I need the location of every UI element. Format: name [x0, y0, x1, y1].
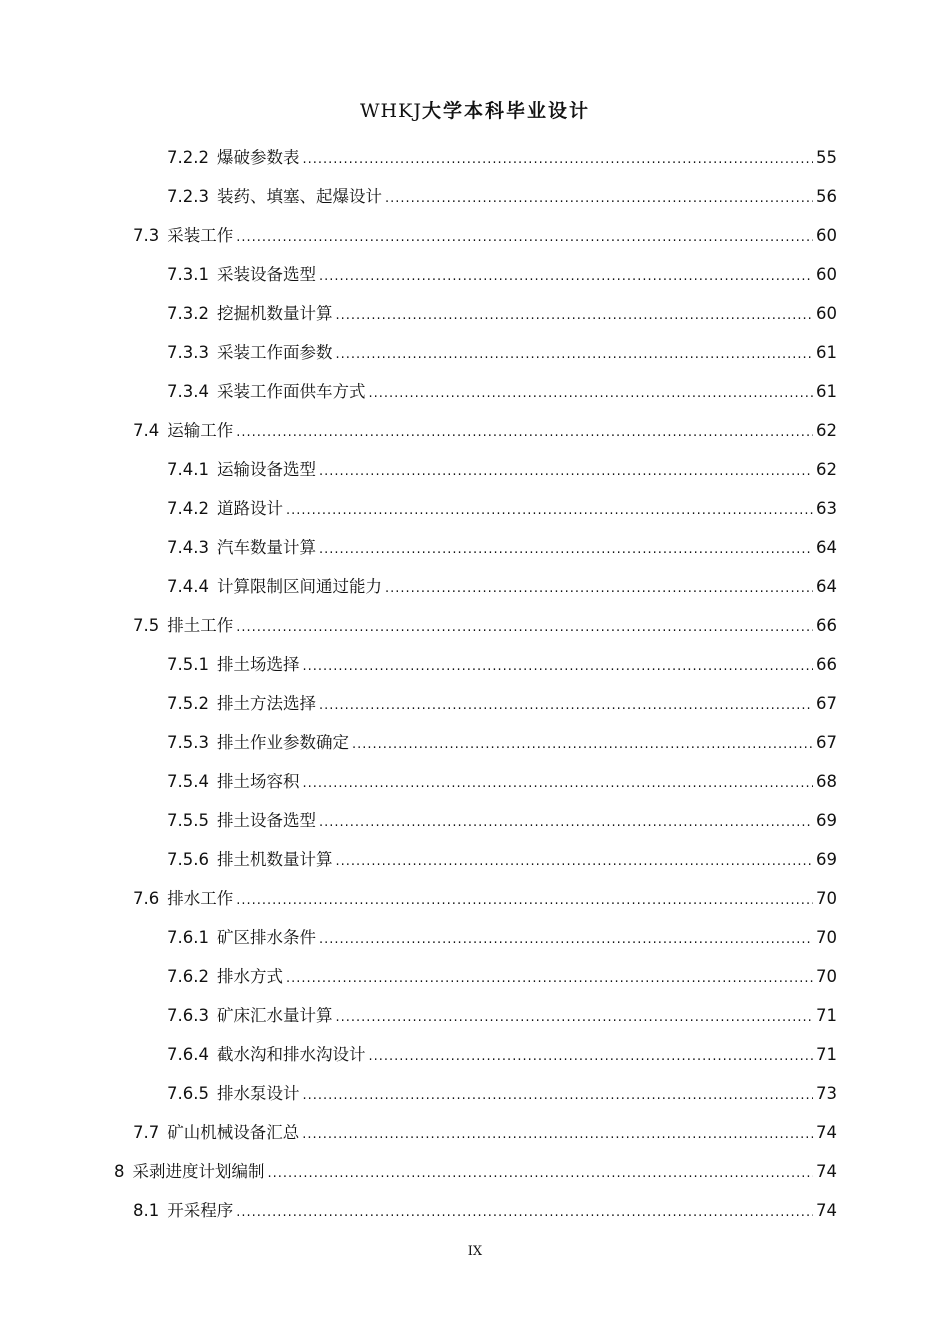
toc-entry-number: 7.5.6	[167, 850, 209, 869]
toc-entry-title: 采装工作	[167, 226, 234, 245]
toc-entry[interactable]	[133, 411, 837, 450]
dot-leader	[302, 1115, 813, 1154]
toc-entry-page: 64	[816, 577, 837, 596]
toc-entry-title: 采装工作面参数	[216, 343, 333, 362]
toc-entry[interactable]	[167, 957, 837, 996]
toc-entry-page: 66	[816, 616, 837, 635]
dot-leader	[335, 842, 813, 881]
toc-entry-number: 7.4.4	[167, 577, 209, 596]
toc-entry-page: 69	[816, 850, 837, 869]
toc-entry[interactable]	[167, 255, 837, 294]
toc-entry-title: 采装工作面供车方式	[216, 382, 366, 401]
toc-entry-number: 7.4.2	[167, 499, 209, 518]
dot-leader	[319, 803, 813, 842]
dot-leader	[286, 959, 813, 998]
dot-leader	[319, 257, 813, 296]
toc-entry-page: 67	[816, 694, 837, 713]
toc-entry-number: 8	[114, 1162, 125, 1181]
toc-entry-page: 70	[816, 967, 837, 986]
dot-leader	[335, 296, 813, 335]
toc-entry-number: 7.3.3	[167, 343, 209, 362]
toc-entry-number: 7.6.3	[167, 1006, 209, 1025]
toc-entry[interactable]	[133, 1113, 837, 1152]
toc-entry-page: 62	[816, 421, 837, 440]
toc-entry-number: 7.2.3	[167, 187, 209, 206]
dot-leader	[302, 764, 813, 803]
dot-leader	[236, 608, 813, 647]
toc-entry-number: 7.5.1	[167, 655, 209, 674]
toc-entry[interactable]	[133, 1191, 837, 1230]
toc-entry-number: 7.5.4	[167, 772, 209, 791]
toc-entry-number: 7.2.2	[167, 148, 209, 167]
toc-entry-title: 排土方法选择	[216, 694, 316, 713]
toc-entry[interactable]	[167, 840, 837, 879]
toc-entry-title: 矿山机械设备汇总	[167, 1123, 300, 1142]
toc-entry-page: 63	[816, 499, 837, 518]
toc-entry-page: 71	[816, 1045, 837, 1064]
toc-entry[interactable]	[167, 918, 837, 957]
toc-entry[interactable]	[167, 528, 837, 567]
toc-entry[interactable]	[133, 606, 837, 645]
toc-entry-number: 7.5.2	[167, 694, 209, 713]
toc-entry-page: 74	[816, 1123, 837, 1142]
toc-entry-number: 7.4	[133, 421, 160, 440]
toc-entry[interactable]	[133, 879, 837, 918]
toc-entry-number: 7.6.5	[167, 1084, 209, 1103]
toc-entry-page: 69	[816, 811, 837, 830]
toc-entry-number: 7.5.5	[167, 811, 209, 830]
toc-entry-number: 7.4.1	[167, 460, 209, 479]
toc-entry-title: 排土场选择	[216, 655, 300, 674]
dot-leader	[368, 374, 813, 413]
dot-leader	[268, 1154, 814, 1193]
toc-entry-page: 55	[816, 148, 837, 167]
toc-entry-page: 64	[816, 538, 837, 557]
toc-entry-number: 7.6.1	[167, 928, 209, 947]
toc-entry-page: 61	[816, 382, 837, 401]
toc-entry-number: 7.3.1	[167, 265, 209, 284]
toc-entry-page: 62	[816, 460, 837, 479]
dot-leader	[335, 335, 813, 374]
dot-leader	[236, 881, 813, 920]
toc-entry-title: 排土设备选型	[216, 811, 316, 830]
toc-entry[interactable]	[167, 333, 837, 372]
toc-entry[interactable]	[167, 294, 837, 333]
toc-entry-number: 7.6.4	[167, 1045, 209, 1064]
dot-leader	[302, 140, 813, 179]
toc-entry[interactable]	[167, 177, 837, 216]
toc-entry-title: 排土场容积	[216, 772, 300, 791]
toc-entry-number: 7.5	[133, 616, 160, 635]
header-prefix: WHKJ	[360, 100, 422, 122]
toc-entry-title: 截水沟和排水沟设计	[216, 1045, 366, 1064]
toc-entry-title: 开采程序	[167, 1201, 234, 1220]
dot-leader	[236, 1193, 813, 1232]
toc-entry-page: 74	[816, 1201, 837, 1220]
toc-entry[interactable]	[167, 372, 837, 411]
toc-entry-page: 68	[816, 772, 837, 791]
toc-entry-title: 运输工作	[167, 421, 234, 440]
toc-entry[interactable]	[167, 762, 837, 801]
dot-leader	[319, 530, 813, 569]
toc-entry-page: 60	[816, 226, 837, 245]
dot-leader	[236, 413, 813, 452]
toc-entry-page: 60	[816, 265, 837, 284]
toc-entry-number: 8.1	[133, 1201, 160, 1220]
toc-entry[interactable]	[167, 723, 837, 762]
toc-entry-title: 装药、填塞、起爆设计	[216, 187, 382, 206]
dot-leader	[236, 218, 813, 257]
toc-entry-title: 爆破参数表	[216, 148, 300, 167]
dot-leader	[319, 920, 813, 959]
toc-entry-number: 7.3	[133, 226, 160, 245]
dot-leader	[319, 452, 813, 491]
dot-leader	[385, 179, 813, 218]
toc-entry-number: 7.6	[133, 889, 160, 908]
toc-entry-number: 7.3.2	[167, 304, 209, 323]
toc-entry-page: 70	[816, 889, 837, 908]
toc-entry[interactable]	[114, 1152, 837, 1191]
toc-entry-title: 计算限制区间通过能力	[216, 577, 382, 596]
toc-entry-title: 运输设备选型	[216, 460, 316, 479]
toc-entry-title: 矿床汇水量计算	[216, 1006, 333, 1025]
dot-leader	[335, 998, 813, 1037]
toc-entry[interactable]	[167, 801, 837, 840]
toc-entry-page: 71	[816, 1006, 837, 1025]
toc-entry-page: 60	[816, 304, 837, 323]
toc-entry-title: 排土工作	[167, 616, 234, 635]
dot-leader	[319, 686, 813, 725]
toc-entry[interactable]	[167, 1035, 837, 1074]
toc-entry-title: 矿区排水条件	[216, 928, 316, 947]
toc-entry[interactable]	[167, 684, 837, 723]
toc-entry-page: 66	[816, 655, 837, 674]
toc-entry-title: 排土机数量计算	[216, 850, 333, 869]
header-title: 大学本科毕业设计	[421, 100, 590, 122]
toc-entry[interactable]	[167, 138, 837, 177]
toc-entry-title: 排水工作	[167, 889, 234, 908]
toc-entry-title: 采装设备选型	[216, 265, 316, 284]
page-number: IX	[467, 1244, 483, 1259]
toc-entry-number: 7.6.2	[167, 967, 209, 986]
toc-entry-number: 7.3.4	[167, 382, 209, 401]
dot-leader	[302, 647, 813, 686]
toc-entry-title: 采剥进度计划编制	[132, 1162, 265, 1181]
toc-entry-page: 56	[816, 187, 837, 206]
toc-entry[interactable]	[167, 1074, 837, 1113]
toc-entry-title: 挖掘机数量计算	[216, 304, 333, 323]
toc-entry[interactable]	[167, 996, 837, 1035]
toc-entry-page: 70	[816, 928, 837, 947]
toc-entry[interactable]	[167, 489, 837, 528]
toc-entry-title: 汽车数量计算	[216, 538, 316, 557]
toc-entry-title: 道路设计	[216, 499, 283, 518]
page-header	[0, 96, 950, 123]
toc-entry-title: 排土作业参数确定	[216, 733, 349, 752]
toc-entry-title: 排水方式	[216, 967, 283, 986]
toc-entry[interactable]	[167, 645, 837, 684]
toc-entry[interactable]	[167, 567, 837, 606]
toc-entry-number: 7.7	[133, 1123, 160, 1142]
dot-leader	[385, 569, 813, 608]
dot-leader	[352, 725, 813, 764]
toc-entry-page: 67	[816, 733, 837, 752]
toc-entry-number: 7.4.3	[167, 538, 209, 557]
toc-entry-page: 73	[816, 1084, 837, 1103]
toc-entry[interactable]	[133, 216, 837, 255]
dot-leader	[368, 1037, 813, 1076]
dot-leader	[286, 491, 813, 530]
toc-entry-number: 7.5.3	[167, 733, 209, 752]
toc-entry-title: 排水泵设计	[216, 1084, 300, 1103]
toc-entry-page: 74	[816, 1162, 837, 1181]
dot-leader	[302, 1076, 813, 1115]
toc-entry-page: 61	[816, 343, 837, 362]
toc-entry[interactable]	[167, 450, 837, 489]
